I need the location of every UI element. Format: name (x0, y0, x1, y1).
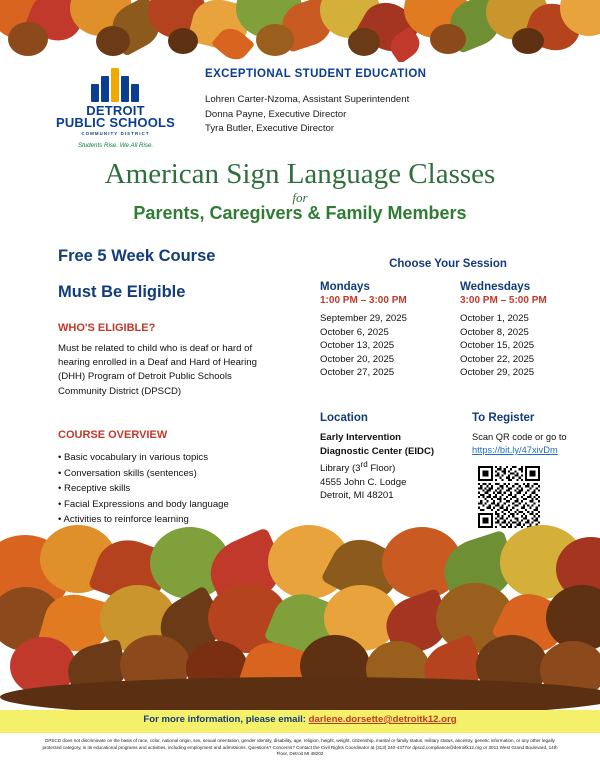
list-item: • Receptive skills (58, 481, 298, 497)
course-overview-list (58, 450, 298, 528)
dpscd-logo (48, 62, 183, 148)
register-heading: To Register (472, 412, 535, 424)
autumn-border-bottom-decoration (0, 525, 600, 710)
contact-line (0, 714, 600, 725)
logo-mark-icon (89, 62, 143, 102)
register-instruction: Scan QR code or go to (472, 432, 567, 442)
session-time: 3:00 PM – 5:00 PM (460, 295, 547, 306)
session-date: October 20, 2025 (320, 353, 395, 365)
location-library (320, 458, 465, 476)
autumn-border-top-decoration (0, 0, 600, 62)
staff-item: Donna Payne, Executive Director (205, 108, 347, 120)
list-item: • Activities to reinforce learning (58, 512, 298, 528)
session-date: October 22, 2025 (460, 353, 535, 365)
eligibility-body: Must be related to child who is deaf or hard of hearing enrolled in a Deaf and Hard of Hearing (DHH) Program of Detroit Public Schools Community District (DPSCD) (58, 343, 257, 397)
must-be-eligible-heading: Must Be Eligible (58, 283, 186, 301)
list-item: • Conversation skills (sentences) (58, 466, 298, 482)
title-connector: for (292, 190, 308, 205)
session-date: October 27, 2025 (320, 367, 395, 378)
register-link[interactable]: https://bit.ly/47xivDm (472, 445, 558, 455)
location-heading: Location (320, 412, 368, 424)
location-name-line2: Diagnostic Center (EIDC) (320, 445, 435, 457)
list-item: • Basic vocabulary in various topics (58, 450, 298, 466)
free-course-heading: Free 5 Week Course (58, 247, 216, 265)
choose-session-heading: Choose Your Session (389, 258, 507, 270)
contact-prefix: For more information, please email: (143, 714, 306, 725)
session-day: Mondays (320, 281, 370, 293)
session-date: September 29, 2025 (320, 313, 407, 324)
logo-title-line2: PUBLIC SCHOOLS (55, 115, 176, 130)
staff-item: Lohren Carter-Nzoma, Assistant Superintendent (205, 94, 410, 105)
session-time: 1:00 PM – 3:00 PM (320, 295, 407, 306)
session-date: October 1, 2025 (460, 313, 529, 324)
contact-email-link[interactable]: darlene.dorsette@detroitk12.org (308, 714, 457, 725)
location-address: 4555 John C. Lodge (320, 476, 407, 488)
title-audience: Parents, Caregivers & Family Members (133, 203, 467, 223)
department-heading: EXCEPTIONAL STUDENT EDUCATION (205, 68, 427, 80)
location-library-prefix: Library (3 (320, 463, 361, 475)
session-column-wednesdays (460, 281, 547, 380)
session-date: October 6, 2025 (320, 326, 389, 338)
eligibility-heading: WHO'S ELIGIBLE? (58, 322, 156, 334)
register-details (472, 431, 590, 457)
logo-tagline: Students Rise. We All Rise. (77, 142, 154, 149)
course-overview-heading: COURSE OVERVIEW (58, 429, 168, 441)
nondiscrimination-disclaimer: DPSCD does not discriminate on the basis of race, color, national origin, sex, sexual orientation, gender identity, disability, age, religion, height, weight, citizenship, marital or family status, military status, ancestry, genetic information, or any other legally protected category, in its educational programs and activities, including employment and admissions. Questions? Concerns? Contact the Civil Rights Coordinator at (313) 240-4377or dpscd.compliance@detroitk12.org or 3011 West Grand Boulevard, 14th Floor, Detroit MI 48202 (42, 738, 558, 757)
location-library-ordinal: rd (360, 460, 368, 469)
page-title: American Sign Language Classes (104, 158, 496, 190)
location-city: Detroit, MI 48201 (320, 490, 394, 502)
session-column-mondays (320, 281, 407, 380)
staff-item: Tyra Butler, Executive Director (205, 123, 335, 134)
session-date: October 15, 2025 (460, 340, 535, 351)
session-date: October 29, 2025 (460, 367, 535, 378)
logo-title-line1: DETROIT (86, 103, 145, 118)
logo-subtitle: COMMUNITY DISTRICT (81, 131, 150, 136)
session-date: October 13, 2025 (320, 340, 395, 351)
session-day: Wednesdays (460, 281, 531, 293)
location-name-line1: Early Intervention (320, 432, 402, 443)
staff-list (205, 93, 409, 137)
qr-code-image (478, 466, 540, 528)
list-item: • Facial Expressions and body language (58, 497, 298, 513)
qr-code[interactable] (478, 466, 540, 528)
location-details (320, 431, 465, 503)
session-date: October 8, 2025 (460, 326, 529, 338)
location-library-suffix: Floor) (367, 463, 396, 475)
